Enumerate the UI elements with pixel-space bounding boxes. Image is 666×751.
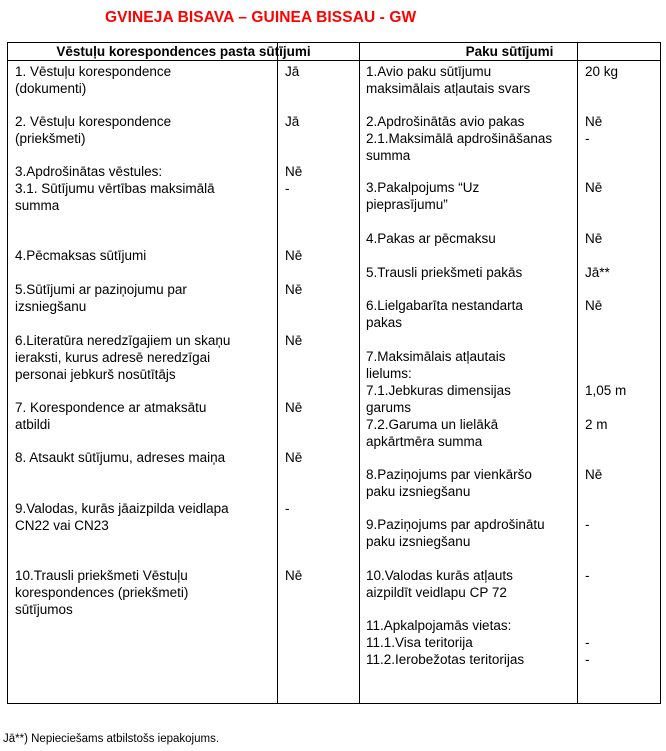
right-row-label: 9.Paziņojums par apdrošinātu — [366, 517, 545, 532]
right-row-value: - — [585, 635, 590, 650]
left-row-label: 9.Valodas, kurās jāaizpilda veidlapa — [15, 501, 229, 516]
left-row-label: 5.Sūtījumi ar paziņojumu par — [15, 282, 187, 297]
right-row-label: 7.1.Jebkuras dimensijas — [366, 383, 511, 398]
right-column-header: Paku sūtījumi — [465, 44, 554, 59]
right-row-label: 7.Maksimālais atļautais — [366, 349, 506, 364]
footnote: Jā**) Nepieciešams atbilstošs iepakojums. — [3, 733, 220, 745]
right-row-label: paku izsniegšanu — [366, 534, 471, 549]
left-row-value: Nē — [285, 164, 303, 179]
left-row-label: 3.1. Sūtījumu vērtības maksimālā — [15, 181, 215, 196]
left-row-label: atbildi — [15, 417, 51, 432]
left-row-label: 8. Atsaukt sūtījumu, adreses maiņa — [15, 450, 226, 465]
left-row-label: 10.Trausli priekšmeti Vēstuļu — [15, 568, 188, 583]
right-row-value: Nē — [585, 298, 603, 313]
right-row-label: 10.Valodas kurās atļauts — [366, 568, 513, 583]
left-row-label: CN22 vai CN23 — [15, 518, 109, 533]
right-row-value: Nē — [585, 180, 603, 195]
left-row-value: Nē — [285, 568, 303, 583]
page-title: GVINEJA BISAVA – GUINEA BISSAU - GW — [105, 9, 417, 26]
left-row-value: Nē — [285, 282, 303, 297]
right-row-label: garums — [366, 400, 412, 415]
left-row-label: summa — [15, 198, 60, 213]
right-row-label: 11.Apkalpojamās vietas: — [366, 618, 512, 633]
left-row-label: (dokumenti) — [15, 81, 87, 96]
regulations-table — [7, 42, 661, 704]
right-row-label: pakas — [366, 315, 403, 330]
left-row-label: personai jebkurš nosūtītājs — [15, 367, 176, 382]
right-row-value: 20 kg — [585, 64, 619, 79]
right-row-value: - — [585, 131, 590, 146]
left-row-label: 3.Apdrošinātas vēstules: — [15, 164, 163, 179]
right-row-label: paku izsniegšanu — [366, 484, 471, 499]
column-divider — [577, 43, 578, 703]
left-row-value: Nē — [285, 333, 303, 348]
right-row-value: - — [585, 568, 590, 583]
right-row-value: 1,05 m — [585, 383, 627, 398]
right-row-label: aizpildīt veidlapu CP 72 — [366, 585, 507, 600]
right-row-label: pieprasījumu” — [366, 197, 448, 212]
right-row-label: 2.1.Maksimālā apdrošināšanas — [366, 131, 553, 146]
right-row-label: 11.2.Ierobežotas teritorijas — [366, 652, 525, 667]
right-row-label: 8.Paziņojums par vienkāršo — [366, 467, 532, 482]
right-row-value: 2 m — [585, 417, 608, 432]
header-divider — [8, 60, 660, 61]
right-row-value: Nē — [585, 467, 603, 482]
left-row-value: Jā — [285, 64, 300, 79]
left-row-label: 4.Pēcmaksas sūtījumi — [15, 248, 147, 263]
left-row-value: Nē — [285, 450, 303, 465]
right-row-label: 1.Avio paku sūtījumu — [366, 64, 492, 79]
left-row-label: 7. Korespondence ar atmaksātu — [15, 400, 207, 415]
left-row-label: ieraksti, kurus adresē neredzīgai — [15, 350, 211, 365]
column-divider — [277, 43, 278, 703]
right-row-label: apkārtmēra summa — [366, 434, 483, 449]
column-divider — [359, 43, 360, 703]
left-row-label: 2. Vēstuļu korespondence — [15, 114, 172, 129]
right-row-label: summa — [366, 148, 411, 163]
right-row-label: 3.Pakalpojums “Uz — [366, 180, 480, 195]
right-row-label: 11.1.Visa teritorija — [366, 635, 473, 650]
right-row-value: Jā** — [585, 265, 610, 280]
left-row-value: Nē — [285, 400, 303, 415]
left-row-label: (priekšmeti) — [15, 131, 86, 146]
left-row-label: sūtījumos — [15, 602, 73, 617]
right-row-value: - — [585, 517, 590, 532]
left-row-label: 1. Vēstuļu korespondence — [15, 64, 172, 79]
right-row-value: Nē — [585, 231, 603, 246]
right-row-label: 6.Lielgabarīta nestandarta — [366, 298, 523, 313]
left-row-label: 6.Literatūra neredzīgajiem un skaņu — [15, 333, 231, 348]
left-row-value: - — [285, 181, 290, 196]
right-row-label: 4.Pakas ar pēcmaksu — [366, 231, 496, 246]
right-row-label: lielums: — [366, 366, 412, 381]
right-row-label: 2.Apdrošinātās avio pakas — [366, 114, 525, 129]
left-row-value: Jā — [285, 114, 300, 129]
right-row-value: - — [585, 652, 590, 667]
left-row-value: Nē — [285, 248, 303, 263]
right-row-label: 7.2.Garuma un lielākā — [366, 417, 499, 432]
right-row-value: Nē — [585, 114, 603, 129]
left-row-value: - — [285, 501, 290, 516]
right-row-label: 5.Trausli priekšmeti pakās — [366, 265, 523, 280]
right-row-label: maksimālais atļautais svars — [366, 81, 531, 96]
left-row-label: izsniegšanu — [15, 299, 87, 314]
left-column-header: Vēstuļu korespondences pasta sūtījumi — [56, 44, 311, 59]
left-row-label: korespondences (priekšmeti) — [15, 585, 189, 600]
